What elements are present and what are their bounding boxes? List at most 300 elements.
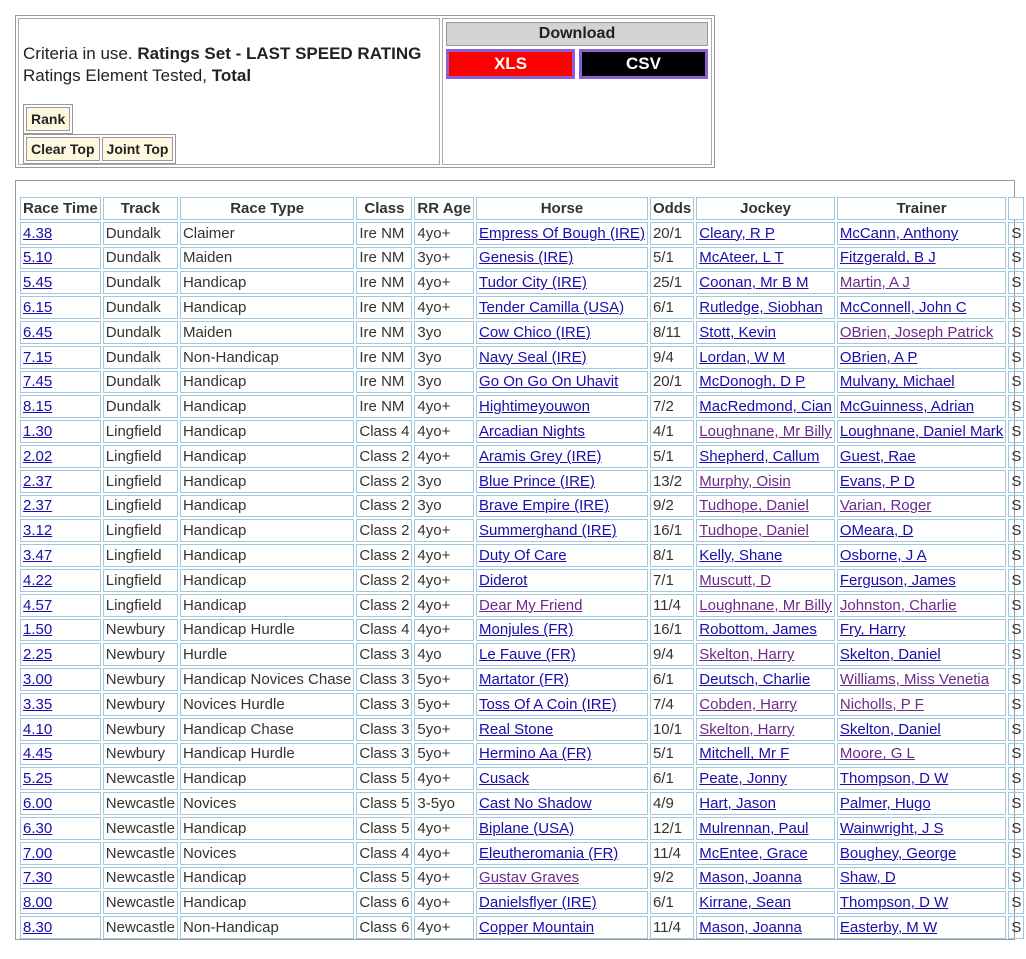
- jockey-cell: [696, 445, 835, 468]
- race-type-cell: Handicap Hurdle: [180, 743, 354, 766]
- odds-cell: 11/4: [650, 842, 694, 865]
- header-odds[interactable]: Odds: [650, 197, 694, 220]
- race-time-link[interactable]: 7.30: [23, 869, 53, 887]
- jockey-link[interactable]: Kirrane, Sean: [699, 894, 792, 912]
- race-time-link[interactable]: 3.12: [23, 522, 53, 540]
- trainer-cell: [837, 321, 1006, 344]
- race-type-cell: Handicap: [180, 395, 354, 418]
- jockey-cell: [696, 767, 835, 790]
- race-time-link[interactable]: 5.10: [23, 249, 53, 267]
- horse-cell: [476, 420, 648, 443]
- jockey-link[interactable]: Mason, Joanna: [699, 919, 802, 936]
- horse-link[interactable]: Genesis (IRE): [479, 249, 574, 267]
- class-cell: Class 5: [356, 792, 412, 815]
- race-time-link[interactable]: 2.25: [23, 646, 53, 664]
- horse-link[interactable]: Aramis Grey (IRE): [479, 447, 602, 465]
- extra-cell: S: [1008, 916, 1024, 939]
- odds-cell: 9/2: [650, 867, 694, 890]
- table-row: [20, 495, 1024, 518]
- race-time-link[interactable]: 7.45: [23, 373, 53, 391]
- table-row: [20, 643, 1024, 666]
- track-cell: Newbury: [103, 643, 178, 666]
- extra-cell: S: [1008, 222, 1024, 245]
- race-time-cell: [20, 445, 101, 468]
- horse-link[interactable]: Le Fauve (FR): [479, 646, 576, 664]
- trainer-link[interactable]: Johnston, Charlie: [839, 596, 957, 614]
- trainer-link[interactable]: Fitzgerald, B J: [839, 249, 936, 267]
- odds-cell: 20/1: [650, 371, 694, 394]
- extra-cell: S: [1008, 668, 1024, 691]
- header-jockey[interactable]: Jockey: [696, 197, 835, 220]
- race-time-cell: [20, 420, 101, 443]
- trainer-link[interactable]: Shaw, D: [839, 869, 896, 887]
- extra-cell: S: [1008, 296, 1024, 319]
- race-time-link[interactable]: 8.15: [23, 398, 53, 416]
- race-time-cell: [20, 594, 101, 617]
- jockey-link[interactable]: McDonogh, D P: [699, 373, 806, 391]
- odds-cell: 5/1: [650, 743, 694, 766]
- race-time-link[interactable]: 3.47: [23, 547, 53, 565]
- rr-age-cell: 3yo: [414, 371, 474, 394]
- joint-top-button[interactable]: Joint Top: [102, 137, 174, 161]
- horse-link[interactable]: Hermino Aa (FR): [479, 745, 592, 763]
- odds-cell: 8/1: [650, 544, 694, 567]
- trainer-link[interactable]: Martin, A J: [839, 274, 910, 292]
- header-race-type[interactable]: Race Type: [180, 197, 354, 220]
- horse-cell: [476, 445, 648, 468]
- rr-age-cell: 4yo+: [414, 420, 474, 443]
- race-time-link[interactable]: 3.00: [23, 671, 53, 689]
- race-time-link[interactable]: 4.45: [23, 745, 53, 763]
- track-cell: Dundalk: [103, 247, 178, 270]
- race-time-cell: [20, 767, 101, 790]
- race-time-link[interactable]: 4.57: [23, 596, 53, 614]
- race-time-cell: [20, 495, 101, 518]
- trainer-link[interactable]: Thompson, D W: [839, 770, 949, 788]
- download-buttons: [446, 49, 708, 79]
- horse-cell: [476, 371, 648, 394]
- horse-link[interactable]: Brave Empire (IRE): [479, 497, 610, 515]
- rr-age-cell: 4yo+: [414, 569, 474, 592]
- horse-link[interactable]: Copper Mountain: [479, 919, 595, 936]
- extra-cell: S: [1008, 743, 1024, 766]
- header-horse[interactable]: Horse: [476, 197, 648, 220]
- trainer-link[interactable]: Williams, Miss Venetia: [839, 671, 990, 689]
- trainer-link[interactable]: Skelton, Daniel: [839, 646, 941, 664]
- odds-cell: 4/1: [650, 420, 694, 443]
- race-time-link[interactable]: 5.45: [23, 274, 53, 292]
- trainer-link[interactable]: Nicholls, P F: [839, 695, 924, 713]
- odds-cell: 4/9: [650, 792, 694, 815]
- table-row: [20, 271, 1024, 294]
- header-track[interactable]: Track: [103, 197, 178, 220]
- horse-link[interactable]: Monjules (FR): [479, 621, 574, 639]
- race-time-cell: [20, 891, 101, 914]
- race-time-cell: [20, 371, 101, 394]
- jockey-cell: [696, 271, 835, 294]
- ratings-set-value: Ratings Set - LAST SPEED RATING: [137, 44, 422, 63]
- race-time-cell: [20, 271, 101, 294]
- table-row: [20, 693, 1024, 716]
- trainer-link[interactable]: Varian, Roger: [839, 497, 932, 515]
- horse-link[interactable]: Hightimeyouwon: [479, 398, 590, 416]
- jockey-link[interactable]: Skelton, Harry: [699, 720, 795, 738]
- horse-link[interactable]: Gustav Graves: [479, 869, 580, 887]
- jockey-link[interactable]: Coonan, Mr B M: [699, 274, 809, 292]
- class-cell: Class 2: [356, 495, 412, 518]
- jockey-link[interactable]: Deutsch, Charlie: [699, 671, 811, 689]
- jockey-link[interactable]: Cobden, Harry: [699, 695, 797, 713]
- horse-link[interactable]: Duty Of Care: [479, 547, 567, 565]
- jockey-link[interactable]: Tudhope, Daniel: [699, 522, 809, 540]
- extra-cell: S: [1008, 395, 1024, 418]
- race-time-link[interactable]: 2.02: [23, 447, 53, 465]
- track-cell: Dundalk: [103, 395, 178, 418]
- extra-cell: S: [1008, 767, 1024, 790]
- track-cell: Newcastle: [103, 891, 178, 914]
- rr-age-cell: 3-5yo: [414, 792, 474, 815]
- download-title: Download: [446, 22, 708, 46]
- class-cell: Ire NM: [356, 371, 412, 394]
- jockey-link[interactable]: Mitchell, Mr F: [699, 745, 790, 763]
- header-extra: [1008, 197, 1024, 220]
- table-row: [20, 668, 1024, 691]
- race-time-link[interactable]: 6.15: [23, 299, 53, 317]
- rr-age-cell: 4yo+: [414, 222, 474, 245]
- race-time-link[interactable]: 5.25: [23, 770, 53, 788]
- race-time-link[interactable]: 7.00: [23, 844, 53, 862]
- header-rr-age[interactable]: RR Age: [414, 197, 474, 220]
- track-cell: Lingfield: [103, 544, 178, 567]
- jockey-link[interactable]: Loughnane, Mr Billy: [699, 596, 832, 614]
- jockey-link[interactable]: Peate, Jonny: [699, 770, 787, 788]
- race-time-cell: [20, 693, 101, 716]
- track-cell: Dundalk: [103, 321, 178, 344]
- race-type-cell: Handicap: [180, 594, 354, 617]
- race-type-cell: Handicap: [180, 891, 354, 914]
- jockey-link[interactable]: Kelly, Shane: [699, 547, 783, 565]
- race-time-link[interactable]: 4.22: [23, 571, 53, 589]
- race-time-cell: [20, 569, 101, 592]
- jockey-link[interactable]: Lordan, W M: [699, 348, 786, 366]
- horse-cell: [476, 916, 648, 939]
- jockey-link[interactable]: Mason, Joanna: [699, 869, 802, 887]
- trainer-link[interactable]: Guest, Rae: [839, 447, 916, 465]
- jockey-link[interactable]: MacRedmond, Cian: [699, 398, 832, 416]
- track-cell: Newbury: [103, 668, 178, 691]
- horse-cell: [476, 346, 648, 369]
- rr-age-cell: 3yo: [414, 470, 474, 493]
- horse-cell: [476, 470, 648, 493]
- jockey-link[interactable]: Cleary, R P: [699, 224, 775, 242]
- race-time-cell: [20, 718, 101, 741]
- class-cell: Ire NM: [356, 321, 412, 344]
- horse-cell: [476, 296, 648, 319]
- trainer-link[interactable]: Evans, P D: [839, 472, 915, 490]
- horse-link[interactable]: Cow Chico (IRE): [479, 323, 591, 341]
- trainer-link[interactable]: McConnell, John C: [839, 299, 967, 317]
- trainer-cell: [837, 767, 1006, 790]
- horse-link[interactable]: Biplane (USA): [479, 819, 575, 837]
- horse-cell: [476, 544, 648, 567]
- trainer-cell: [837, 544, 1006, 567]
- jockey-link[interactable]: Muscutt, D: [699, 571, 771, 589]
- jockey-cell: [696, 817, 835, 840]
- trainer-link[interactable]: Wainwright, J S: [839, 819, 944, 837]
- jockey-link[interactable]: Loughnane, Mr Billy: [699, 423, 832, 441]
- race-time-link[interactable]: 6.30: [23, 819, 53, 837]
- trainer-link[interactable]: OBrien, A P: [839, 348, 918, 366]
- horse-cell: [476, 817, 648, 840]
- extra-cell: S: [1008, 544, 1024, 567]
- class-cell: Class 4: [356, 619, 412, 642]
- odds-cell: 13/2: [650, 470, 694, 493]
- race-time-link[interactable]: 1.50: [23, 621, 53, 639]
- extra-cell: S: [1008, 817, 1024, 840]
- race-type-cell: Novices: [180, 792, 354, 815]
- odds-cell: 9/2: [650, 495, 694, 518]
- horse-cell: [476, 743, 648, 766]
- horse-cell: [476, 891, 648, 914]
- jockey-cell: [696, 321, 835, 344]
- trainer-link[interactable]: Osborne, J A: [839, 547, 927, 565]
- horse-link[interactable]: Toss Of A Coin (IRE): [479, 695, 617, 713]
- track-cell: Newcastle: [103, 792, 178, 815]
- horse-cell: [476, 222, 648, 245]
- rr-age-cell: 4yo+: [414, 271, 474, 294]
- race-time-link[interactable]: 8.30: [23, 919, 53, 936]
- odds-cell: 6/1: [650, 296, 694, 319]
- rr-age-cell: 4yo+: [414, 296, 474, 319]
- download-xls-button[interactable]: XLS: [446, 49, 575, 79]
- jockey-link[interactable]: Hart, Jason: [699, 795, 776, 813]
- class-cell: Class 2: [356, 569, 412, 592]
- odds-cell: 9/4: [650, 643, 694, 666]
- race-time-cell: [20, 470, 101, 493]
- horse-link[interactable]: Dear My Friend: [479, 596, 583, 614]
- horse-cell: [476, 867, 648, 890]
- jockey-link[interactable]: Mulrennan, Paul: [699, 819, 809, 837]
- trainer-link[interactable]: Mulvany, Michael: [839, 373, 955, 391]
- race-time-cell: [20, 817, 101, 840]
- trainer-cell: [837, 668, 1006, 691]
- results-table: [18, 195, 1026, 941]
- race-time-link[interactable]: 3.35: [23, 695, 53, 713]
- race-time-cell: [20, 867, 101, 890]
- track-cell: Lingfield: [103, 495, 178, 518]
- extra-cell: S: [1008, 619, 1024, 642]
- jockey-cell: [696, 544, 835, 567]
- race-time-link[interactable]: 6.00: [23, 795, 53, 813]
- race-time-link[interactable]: 1.30: [23, 423, 53, 441]
- horse-link[interactable]: Martator (FR): [479, 671, 570, 689]
- race-time-cell: [20, 222, 101, 245]
- class-cell: Ire NM: [356, 271, 412, 294]
- race-time-cell: [20, 395, 101, 418]
- race-type-cell: Maiden: [180, 247, 354, 270]
- track-cell: Newcastle: [103, 916, 178, 939]
- trainer-cell: [837, 395, 1006, 418]
- trainer-link[interactable]: Easterby, M W: [839, 919, 938, 936]
- horse-link[interactable]: Cusack: [479, 770, 530, 788]
- class-cell: Class 4: [356, 842, 412, 865]
- race-time-cell: [20, 916, 101, 939]
- jockey-link[interactable]: Robottom, James: [699, 621, 817, 639]
- horse-link[interactable]: Tender Camilla (USA): [479, 299, 625, 317]
- horse-cell: [476, 569, 648, 592]
- download-csv-button[interactable]: CSV: [579, 49, 708, 79]
- criteria-panel: [15, 15, 715, 168]
- header-class[interactable]: Class: [356, 197, 412, 220]
- trainer-link[interactable]: Fry, Harry: [839, 621, 906, 639]
- jockey-cell: [696, 891, 835, 914]
- class-cell: Ire NM: [356, 296, 412, 319]
- jockey-link[interactable]: Shepherd, Callum: [699, 447, 820, 465]
- table-row: [20, 891, 1024, 914]
- trainer-cell: [837, 643, 1006, 666]
- rr-age-cell: 4yo+: [414, 395, 474, 418]
- criteria-text: [23, 43, 421, 87]
- rr-age-cell: 4yo+: [414, 767, 474, 790]
- race-time-link[interactable]: 2.37: [23, 497, 53, 515]
- trainer-cell: [837, 594, 1006, 617]
- rr-age-cell: 3yo: [414, 346, 474, 369]
- race-type-cell: Handicap Chase: [180, 718, 354, 741]
- table-row: [20, 718, 1024, 741]
- jockey-cell: [696, 743, 835, 766]
- horse-link[interactable]: Arcadian Nights: [479, 423, 585, 441]
- odds-cell: 20/1: [650, 222, 694, 245]
- horse-link[interactable]: Real Stone: [479, 720, 554, 738]
- trainer-link[interactable]: Boughey, George: [839, 844, 957, 862]
- trainer-link[interactable]: McCann, Anthony: [839, 224, 959, 242]
- horse-link[interactable]: Eleutheromania (FR): [479, 844, 619, 862]
- class-cell: Class 5: [356, 767, 412, 790]
- race-type-cell: Novices Hurdle: [180, 693, 354, 716]
- extra-cell: S: [1008, 420, 1024, 443]
- race-type-cell: Handicap: [180, 445, 354, 468]
- clear-top-button[interactable]: Clear Top: [26, 137, 100, 161]
- race-time-link[interactable]: 2.37: [23, 472, 53, 490]
- trainer-link[interactable]: OMeara, D: [839, 522, 914, 540]
- criteria-line2-prefix: Ratings Element Tested,: [23, 66, 207, 85]
- trainer-link[interactable]: Thompson, D W: [839, 894, 949, 912]
- rank-button[interactable]: Rank: [26, 107, 70, 131]
- horse-link[interactable]: Blue Prince (IRE): [479, 472, 595, 490]
- horse-cell: [476, 767, 648, 790]
- track-cell: Lingfield: [103, 519, 178, 542]
- trainer-link[interactable]: Loughnane, Daniel Mark: [839, 423, 1004, 441]
- trainer-link[interactable]: Palmer, Hugo: [839, 795, 931, 813]
- jockey-link[interactable]: Murphy, Oisin: [699, 472, 791, 490]
- horse-link[interactable]: Danielsflyer (IRE): [479, 894, 597, 912]
- rr-age-cell: 4yo+: [414, 445, 474, 468]
- trainer-cell: [837, 916, 1006, 939]
- odds-cell: 16/1: [650, 519, 694, 542]
- horse-link[interactable]: Navy Seal (IRE): [479, 348, 587, 366]
- extra-cell: S: [1008, 321, 1024, 344]
- extra-cell: S: [1008, 519, 1024, 542]
- horse-cell: [476, 792, 648, 815]
- race-type-cell: Handicap: [180, 495, 354, 518]
- jockey-cell: [696, 916, 835, 939]
- trainer-link[interactable]: Skelton, Daniel: [839, 720, 941, 738]
- horse-link[interactable]: Summerghand (IRE): [479, 522, 617, 540]
- rr-age-cell: 4yo+: [414, 519, 474, 542]
- horse-link[interactable]: Empress Of Bough (IRE): [479, 224, 645, 242]
- table-row: [20, 247, 1024, 270]
- horse-cell: [476, 842, 648, 865]
- trainer-link[interactable]: Ferguson, James: [839, 571, 956, 589]
- odds-cell: 5/1: [650, 247, 694, 270]
- jockey-link[interactable]: Skelton, Harry: [699, 646, 795, 664]
- horse-cell: [476, 321, 648, 344]
- race-time-link[interactable]: 4.38: [23, 224, 53, 242]
- horse-link[interactable]: Cast No Shadow: [479, 795, 592, 813]
- jockey-cell: [696, 247, 835, 270]
- odds-cell: 9/4: [650, 346, 694, 369]
- rr-age-cell: 4yo: [414, 643, 474, 666]
- race-type-cell: Claimer: [180, 222, 354, 245]
- class-cell: Class 6: [356, 916, 412, 939]
- jockey-link[interactable]: Rutledge, Siobhan: [699, 299, 823, 317]
- header-trainer[interactable]: Trainer: [837, 197, 1006, 220]
- jockey-link[interactable]: Tudhope, Daniel: [699, 497, 809, 515]
- race-time-cell: [20, 743, 101, 766]
- jockey-link[interactable]: McEntee, Grace: [699, 844, 808, 862]
- header-race-time[interactable]: Race Time: [20, 197, 101, 220]
- class-cell: Ire NM: [356, 346, 412, 369]
- table-row: [20, 743, 1024, 766]
- race-type-cell: Handicap: [180, 569, 354, 592]
- horse-link[interactable]: Tudor City (IRE): [479, 274, 587, 292]
- race-time-link[interactable]: 6.45: [23, 323, 53, 341]
- criteria-box: [18, 18, 440, 165]
- trainer-cell: [837, 867, 1006, 890]
- class-cell: Class 3: [356, 643, 412, 666]
- track-cell: Dundalk: [103, 271, 178, 294]
- odds-cell: 11/4: [650, 594, 694, 617]
- table-row: [20, 296, 1024, 319]
- rr-age-cell: 4yo+: [414, 544, 474, 567]
- horse-link[interactable]: Diderot: [479, 571, 528, 589]
- horse-cell: [476, 271, 648, 294]
- trainer-link[interactable]: OBrien, Joseph Patrick: [839, 323, 994, 341]
- race-time-link[interactable]: 4.10: [23, 720, 53, 738]
- horse-cell: [476, 495, 648, 518]
- horse-cell: [476, 643, 648, 666]
- race-time-link[interactable]: 8.00: [23, 894, 53, 912]
- trainer-cell: [837, 743, 1006, 766]
- jockey-link[interactable]: Stott, Kevin: [699, 323, 776, 341]
- trainer-link[interactable]: McGuinness, Adrian: [839, 398, 975, 416]
- horse-link[interactable]: Go On Go On Uhavit: [479, 373, 619, 391]
- trainer-cell: [837, 371, 1006, 394]
- horse-cell: [476, 247, 648, 270]
- race-time-cell: [20, 321, 101, 344]
- trainer-cell: [837, 420, 1006, 443]
- class-cell: Ire NM: [356, 247, 412, 270]
- extra-cell: S: [1008, 693, 1024, 716]
- jockey-cell: [696, 420, 835, 443]
- race-time-link[interactable]: 7.15: [23, 348, 53, 366]
- jockey-link[interactable]: McAteer, L T: [699, 249, 784, 267]
- race-type-cell: Handicap: [180, 371, 354, 394]
- track-cell: Newcastle: [103, 767, 178, 790]
- trainer-link[interactable]: Moore, G L: [839, 745, 915, 763]
- horse-cell: [476, 594, 648, 617]
- class-cell: Class 2: [356, 470, 412, 493]
